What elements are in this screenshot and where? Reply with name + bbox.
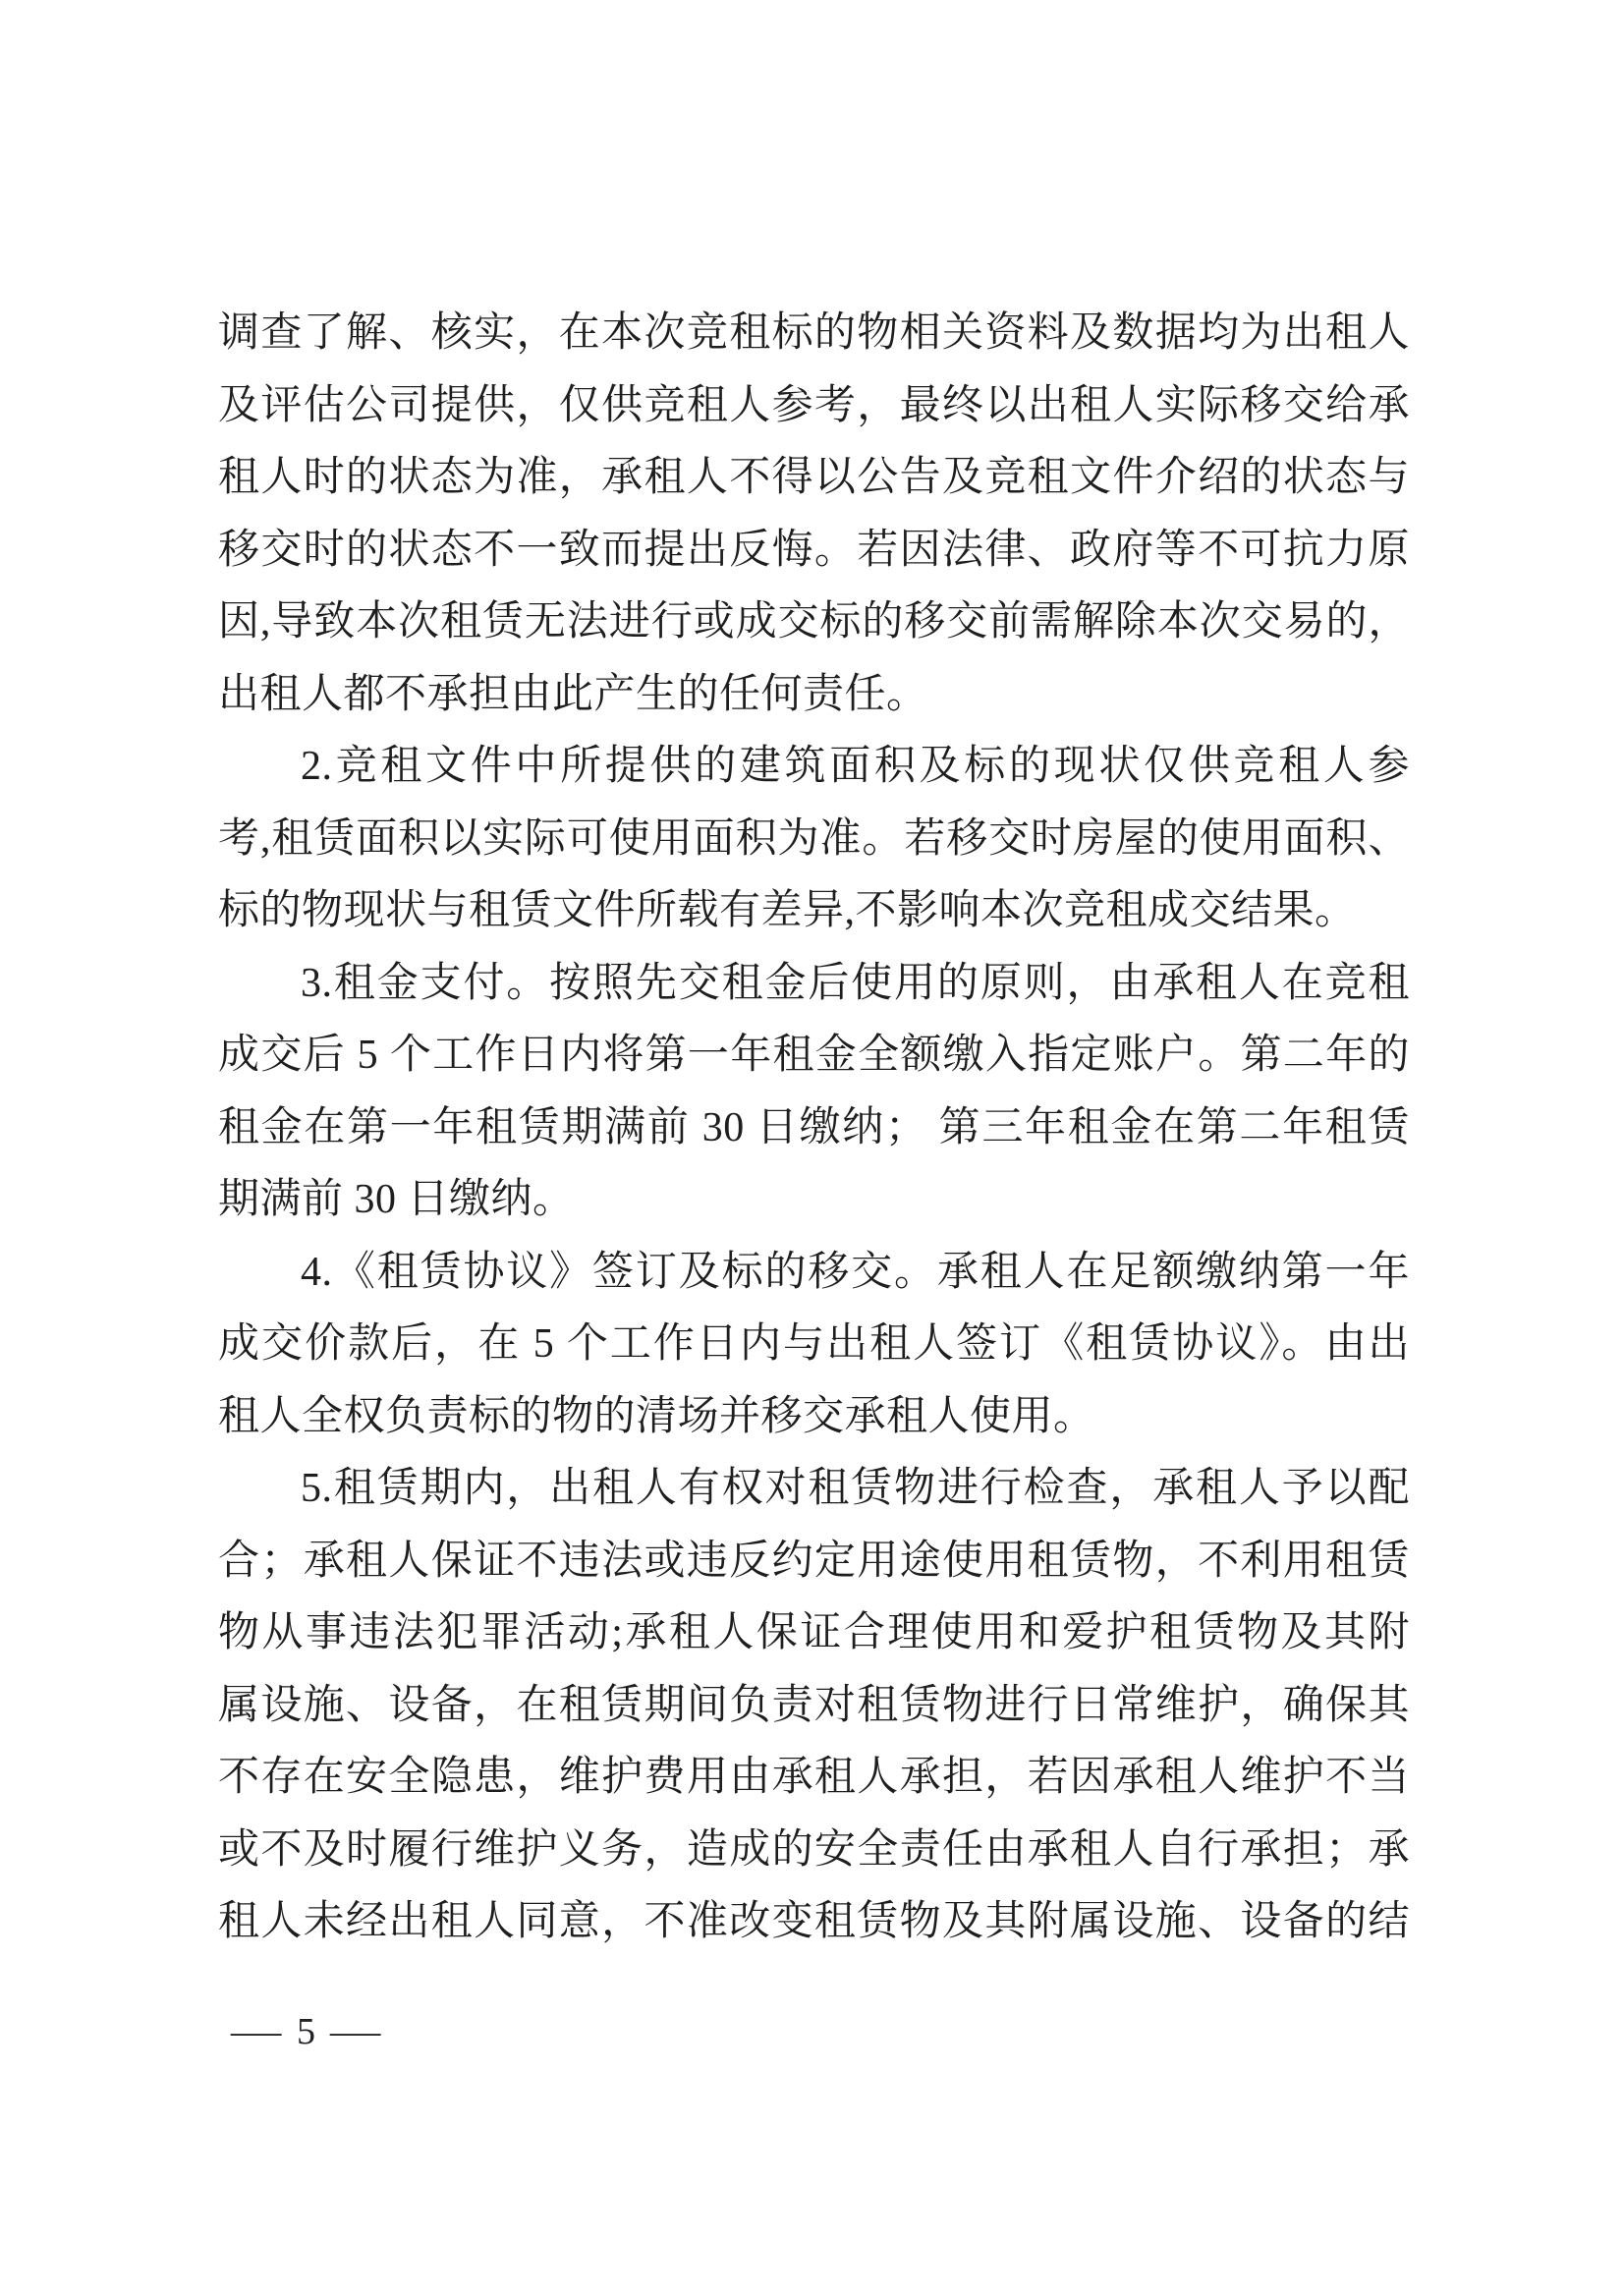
document-line: 调查了解、核实，在本次竞租标的物相关资料及数据均为出租人 — [218, 310, 1410, 356]
document-line: 标的物现状与租赁文件所载有差异,不影响本次竞租成交结果。 — [218, 888, 1357, 933]
page-footer — [224, 2002, 390, 2061]
footer-dash-left: — — [231, 2011, 284, 2052]
footer-dash-right: — — [330, 2011, 383, 2052]
paragraph-clause-5 — [218, 1453, 1410, 1959]
document-line: 成交价款后，在 5 个工作日内与出租人签订《租赁协议》。由出 — [218, 1321, 1410, 1367]
document-line: 考,租赁面积以实际可使用面积为准。若移交时房屋的使用面积、 — [218, 815, 1410, 862]
document-line: 物从事违法犯罪活动;承租人保证合理使用和爱护租赁物及其附 — [218, 1610, 1410, 1655]
document-line: 或不及时履行维护义务，造成的安全责任由承租人自行承担；承 — [218, 1826, 1410, 1873]
document-line: 移交时的状态不一致而提出反悔。若因法律、政府等不可抗力原 — [218, 527, 1410, 573]
document-line: 租人时的状态为准，承租人不得以公告及竞租文件介绍的状态与 — [218, 455, 1410, 500]
document-line: 3.租金支付。按照先交租金后使用的原则，由承租人在竞租 — [301, 960, 1410, 1006]
document-line: 租人全权负责标的物的清场并移交承租人使用。 — [218, 1393, 1095, 1439]
document-line: 期满前 30 日缴纳。 — [218, 1177, 575, 1222]
document-line: 成交后 5 个工作日内将第一年租金全额缴入指定账户。第二年的 — [218, 1033, 1410, 1078]
document-line: 及评估公司提供，仅供竞租人参考，最终以出租人实际移交给承 — [218, 382, 1410, 428]
paragraph-clause-2 — [218, 731, 1410, 948]
document-line: 不存在安全隐患，维护费用由承租人承担，若因承租人维护不当 — [218, 1755, 1410, 1800]
text-block — [218, 298, 1410, 1959]
page-number: 5 — [297, 2011, 317, 2052]
document-line: 属设施、设备，在租赁期间负责对租赁物进行日常维护，确保其 — [218, 1682, 1410, 1728]
document-line: 租金在第一年租赁期满前 30 日缴纳； 第三年租金在第二年租赁 — [218, 1104, 1410, 1150]
document-line: 2.竞租文件中所提供的建筑面积及标的现状仅供竞租人参 — [301, 744, 1410, 789]
document-line: 5.租赁期内，出租人有权对租赁物进行检查，承租人予以配 — [301, 1466, 1410, 1511]
document-line: 出租人都不承担由此产生的任何责任。 — [218, 671, 928, 717]
paragraph-continuation — [218, 298, 1410, 731]
document-line: 合；承租人保证不违法或违反约定用途使用租赁物，不利用租赁 — [218, 1538, 1410, 1584]
paragraph-clause-3 — [218, 948, 1410, 1237]
document-line: 租人未经出租人同意，不准改变租赁物及其附属设施、设备的结 — [218, 1899, 1410, 1944]
document-line: 因,导致本次租赁无法进行或成交标的移交前需解除本次交易的， — [218, 599, 1410, 644]
paragraph-clause-4 — [218, 1237, 1410, 1454]
document-line: 4.《租赁协议》签订及标的移交。承租人在足额缴纳第一年 — [301, 1249, 1410, 1295]
